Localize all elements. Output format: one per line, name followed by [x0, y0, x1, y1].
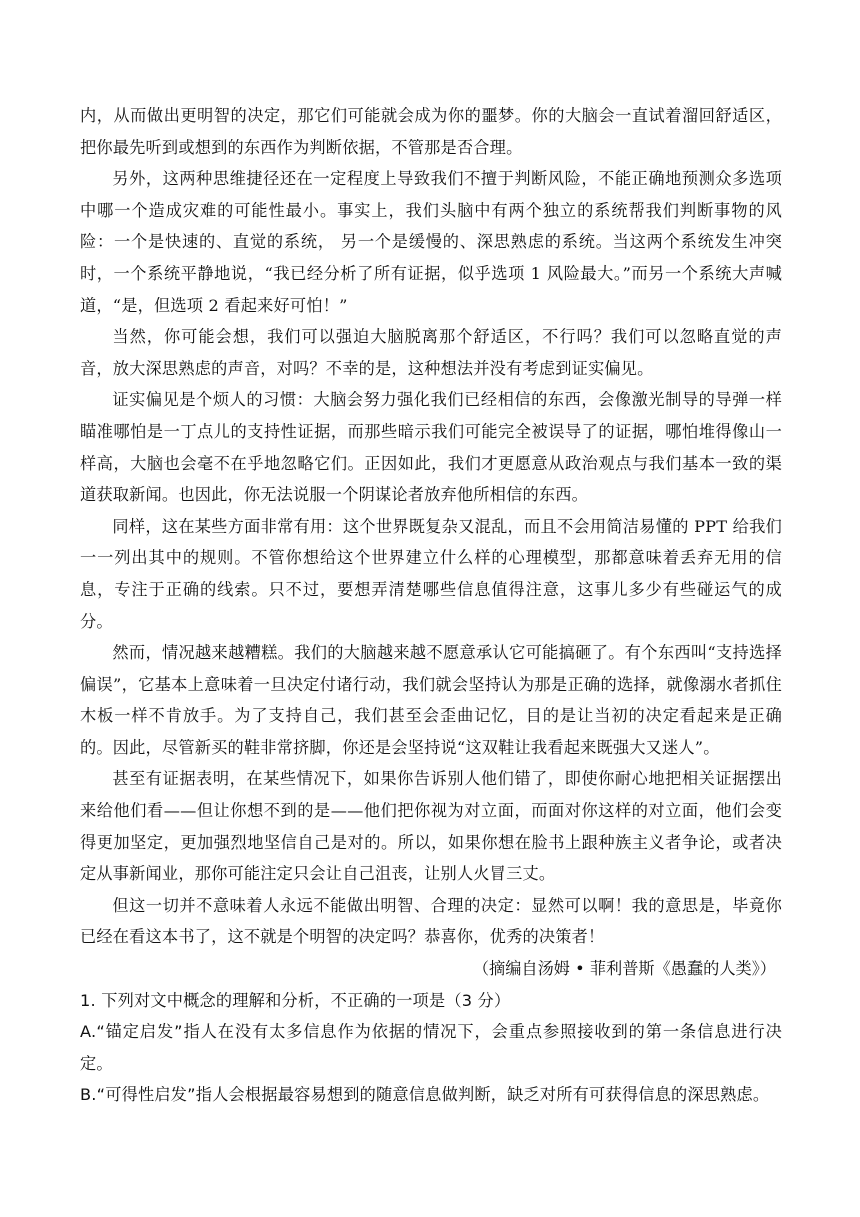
question-stem: 1. 下列对文中概念的理解和分析，不正确的一项是（3 分）: [80, 990, 511, 1010]
article-paragraph-8: 但这一切并不意味着人永远不能做出明智、合理的决定：显然可以啊！我的意思是，毕竟你已经在看这本书了，这不就是个明智的决定吗？恭喜你，优秀的决策者！: [80, 895, 782, 947]
question-option-a: A.“锚定启发”指人在没有太多信息作为依据的情况下，会重点参照接收到的第一条信息进行决定。: [80, 1022, 782, 1073]
article-paragraph-7: 甚至有证据表明，在某些情况下，如果你告诉别人他们错了，即使你耐心地把相关证据摆出来给他们看——但让你想不到的是——他们把你视为对立面，而面对你这样的对立面，他们会变得更加坚定，更加强烈地坚信自己是对的。所以，如果你想在脸书上跟种族主义者争论，或者决定从事新闻业，那你可能注定只会让自己沮丧，让别人火冒三丈。: [80, 769, 782, 884]
article-paragraph-6: 然而，情况越来越糟糕。我们的大脑越来越不愿意承认它可能搞砸了。有个东西叫“支持选择偏误”，它基本上意味着一旦决定付诸行动，我们就会坚持认为那是正确的选择，就像溺水者抓住木板一样不肯放手。为了支持自己，我们甚至会歪曲记忆，目的是让当初的决定看起来是正确的。因此，尽管新买的鞋非常挤脚，你还是会坚持说“这双鞋让我看起来既强大又迷人”。: [80, 643, 782, 757]
question-option-b: B.“可得性启发”指人会根据最容易想到的随意信息做判断，缺乏对所有可获得信息的深思熟虑。: [80, 1085, 770, 1105]
document-body: [80, 100, 782, 1111]
article-paragraph-2: 另外，这两种思维捷径还在一定程度上导致我们不擅于判断风险，不能正确地预测众多选项中哪一个造成灾难的可能性最小。事实上，我们头脑中有两个独立的系统帮我们判断事物的风险：一个是快速的、直觉的系统， 另一个是缓慢的、深思熟虑的系统。当这两个系统发生冲突时，一个系统平静地说，“我已经分析了所有证据，似乎选项 1 风险最大。”而另一个系统大声喊道，“是，但选项 2 看起来好可怕！”: [80, 169, 782, 315]
article-source: （摘编自汤姆 • 菲利普斯《愚蠢的人类》）: [472, 959, 776, 979]
article-paragraph-3: 当然，你可能会想，我们可以强迫大脑脱离那个舒适区，不行吗？我们可以忽略直觉的声音，放大深思熟虑的声音，对吗？不幸的是，这种想法并没有考虑到证实偏见。: [80, 327, 782, 378]
article-paragraph-4: 证实偏见是个烦人的习惯：大脑会努力强化我们已经相信的东西，会像激光制导的导弹一样瞄准哪怕是一丁点儿的支持性证据，而那些暗示我们可能完全被误导了的证据，哪怕堆得像山一样高，大脑也会毫不在乎地忽略它们。正因如此，我们才更愿意从政治观点与我们基本一致的渠道获取新闻。也因此，你无法说服一个阴谋论者放弃他所相信的东西。: [80, 390, 782, 505]
article-paragraph-5: 同样，这在某些方面非常有用：这个世界既复杂又混乱，而且不会用简洁易懂的 PPT 给我们一一列出其中的规则。不管你想给这个世界建立什么样的心理模型，那都意味着丢弃无用的信息，专注于正确的线索。只不过，要想弄清楚哪些信息值得注意，这事儿多少有些碰运气的成分。: [80, 516, 782, 631]
article-paragraph-1: 内，从而做出更明智的决定，那它们可能就会成为你的噩梦。你的大脑会一直试着溜回舒适区，把你最先听到或想到的东西作为判断依据，不管那是否合理。: [80, 106, 782, 157]
